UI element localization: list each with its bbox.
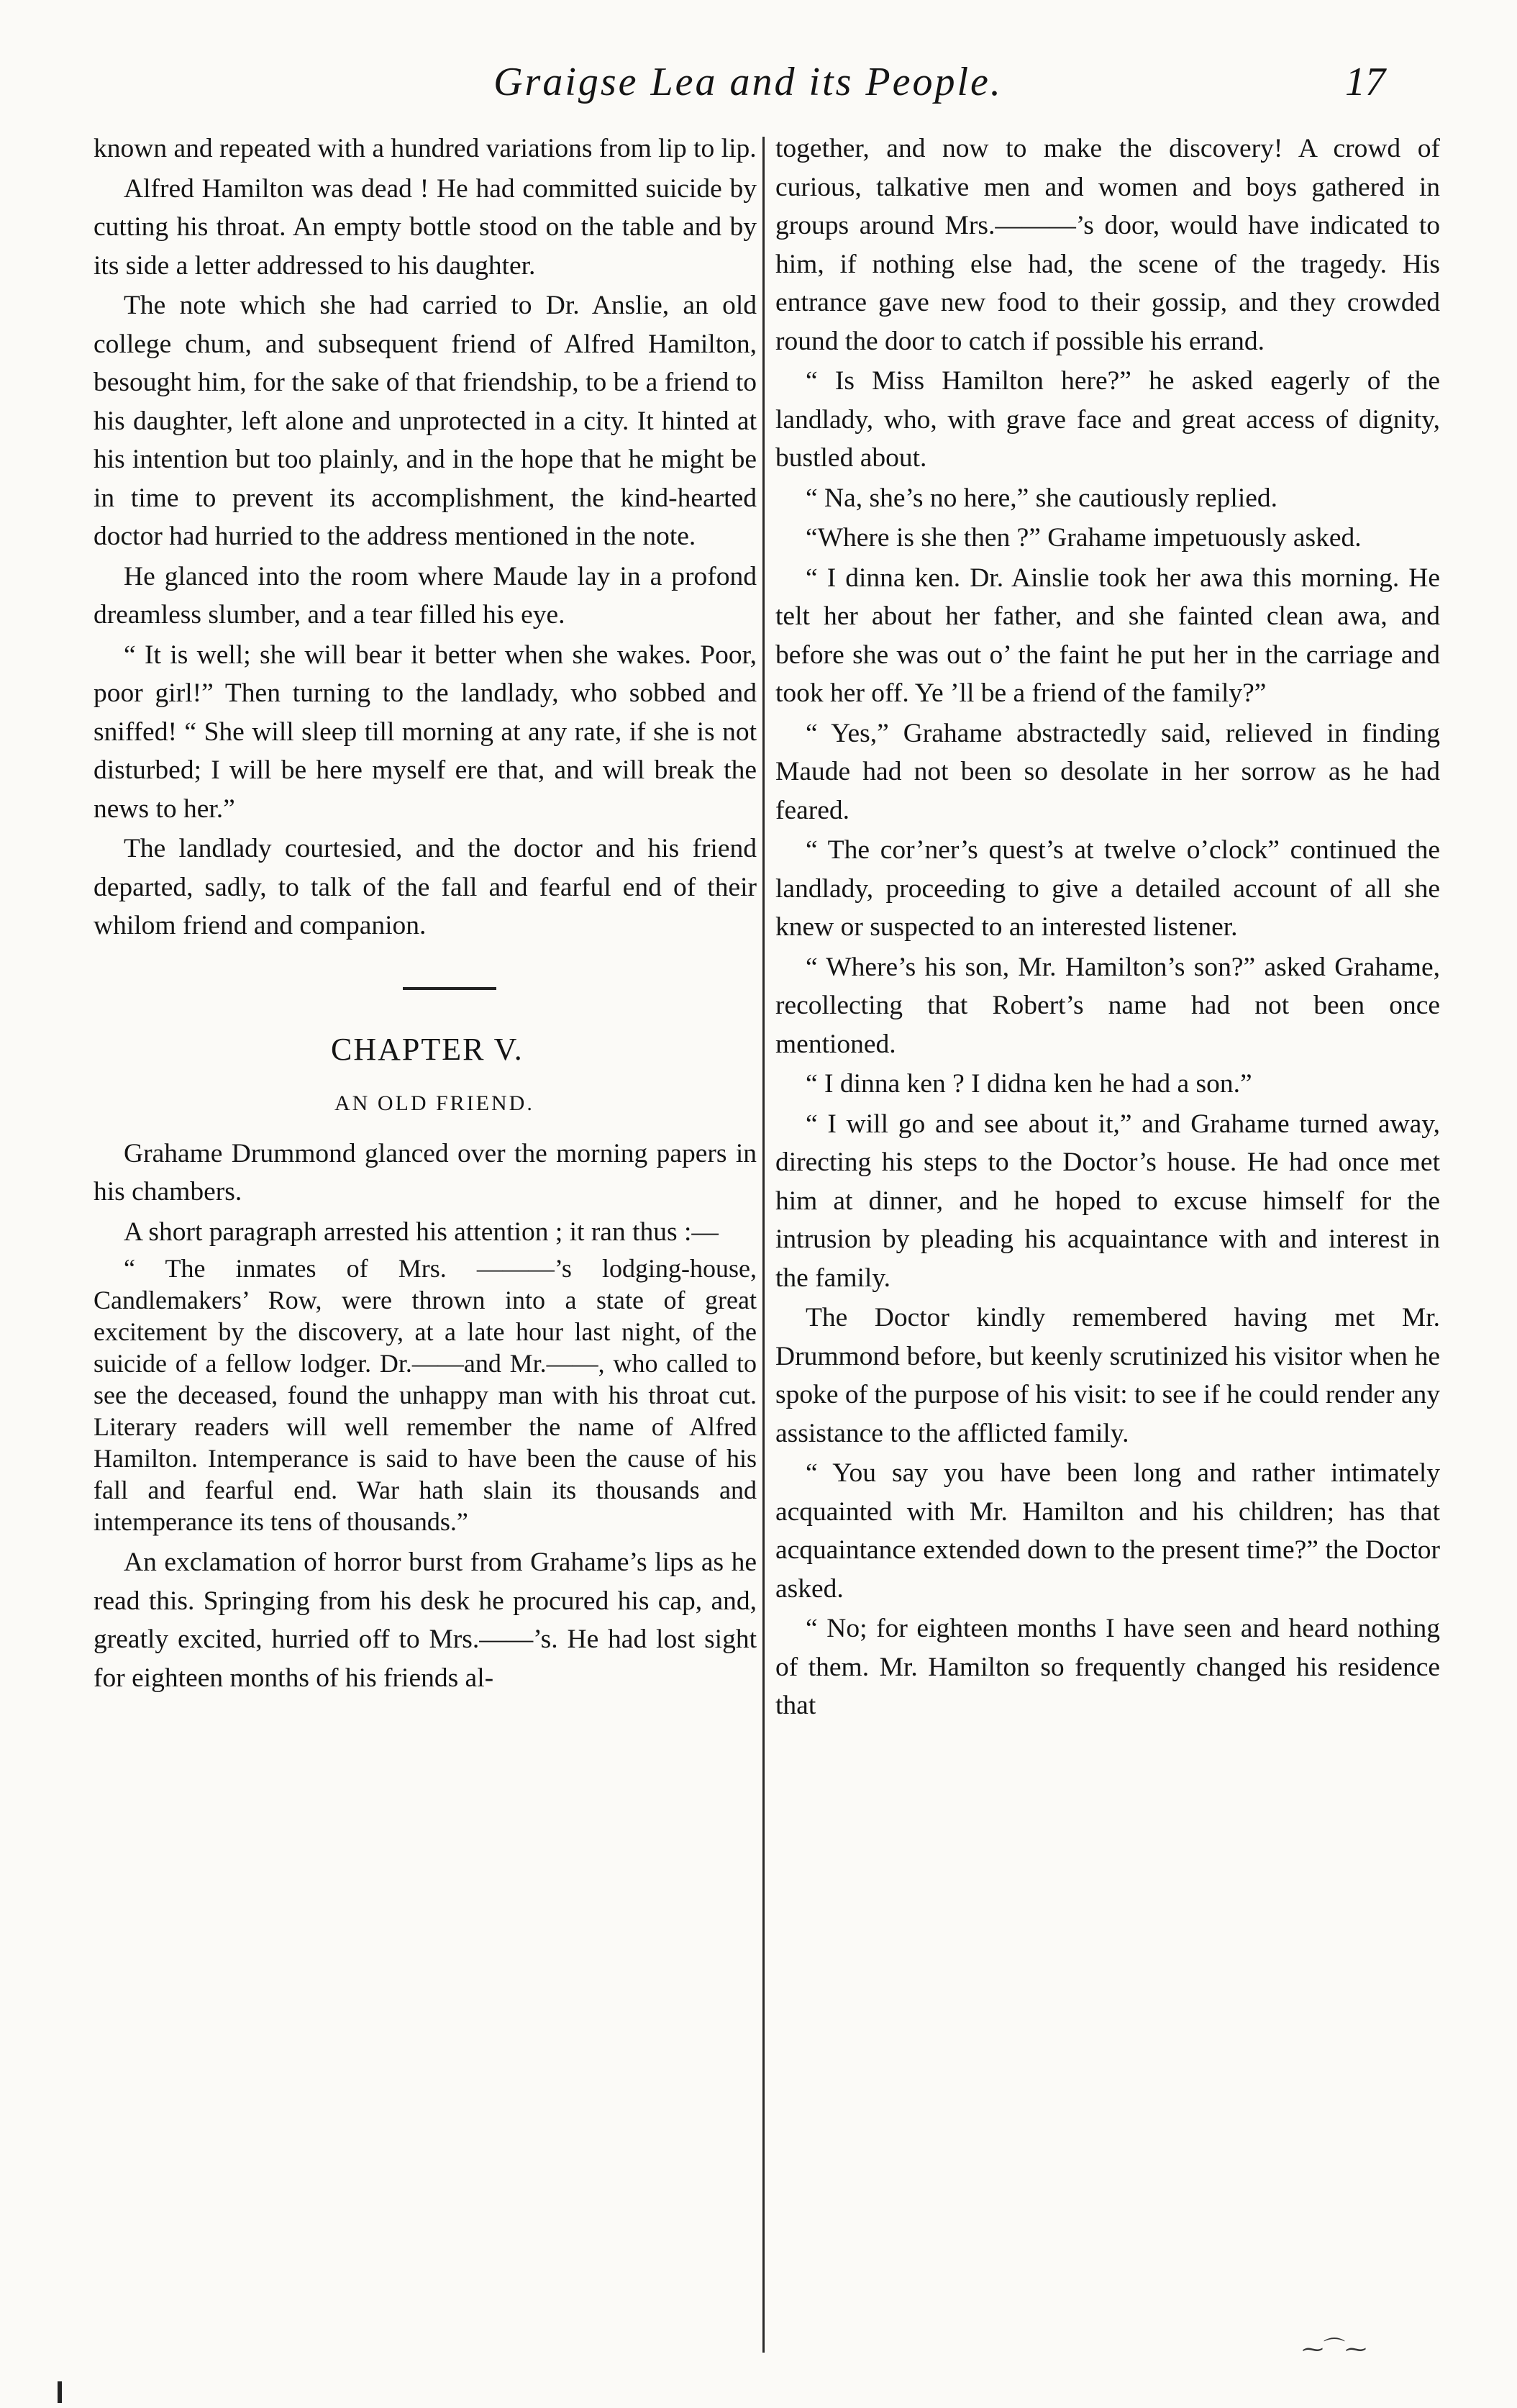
paragraph: The landlady courtesied, and the doctor and his friend departed, sadly, to talk of the fall and fearful end of their whilom friend and companion. [94,834,757,940]
running-title: Graigse Lea and its People. [493,60,1003,104]
paragraph: “ You say you have been long and rather intimately acquainted with Mr. Hamilton and his children; has that acquaintance extended down to the present time?” the Doctor asked. [775,1458,1440,1604]
paragraph: together, and now to make the discovery! A crowd of curious, talkative men and women and boys gathered in groups around Mrs.———’s door, would have indicated to him, if nothing else had, the scene of the tragedy. His entrance gave new food to their gossip, and they crowded round the door to catch if possible his errand. [775,134,1440,356]
paragraph: “ Is Miss Hamilton here?” he asked eagerly of the landlady, who, with grave face and great access of dignity, bustled about. [775,366,1440,473]
section-separator [403,987,496,990]
paragraph: He glanced into the room where Maude lay in a profond dreamless slumber, and a tear filled his eye. [94,561,757,630]
paragraph: known and repeated with a hundred variations from lip to lip. [94,134,757,163]
ink-smudge-mark: ⁓⌒⁓ [1302,2337,1367,2361]
paragraph: “ I dinna ken. Dr. Ainslie took her awa this morning. He telt her about her father, and she fainted clean awa, and before she was out o’ the faint he put her in the carriage and took her off. Ye ’ll be a friend of the family?” [775,563,1440,708]
chapter-title: CHAPTER V. [331,1031,524,1067]
chapter-subtitle: AN OLD FRIEND. [334,1091,534,1115]
right-column [775,130,1440,1727]
page-number: 17 [1345,60,1385,104]
paragraph: The note which she had carried to Dr. Anslie, an old college chum, and subsequent friend of Alfred Hamilton, besought him, for the sake of that friendship, to be a friend to his daughter, left alone and unprotected in a city. It hinted at his intention but too plainly, and in the hope that he might be in time to prevent its accomplishment, the kind-hearted doctor had hurried to the address mentioned in the note. [94,291,757,551]
paragraph: “ Na, she’s no here,” she cautiously replied. [806,483,1278,513]
paragraph: “ The cor’ner’s quest’s at twelve o’clock” continued the landlady, proceeding to give a detailed account of all she knew or suspected to an interested listener. [775,835,1440,942]
paragraph: Grahame Drummond glanced over the morning papers in his chambers. [94,1138,757,1207]
left-column [94,130,757,1699]
paragraph: “ Yes,” Grahame abstractedly said, relieved in finding Maude had not been so desolate in her sorrow as he had feared. [775,718,1440,825]
paragraph: “ No; for eighteen months I have seen and heard nothing of them. Mr. Hamilton so frequently changed his residence that [775,1614,1440,1720]
paragraph: A short paragraph arrested his attention ; it ran thus :— [124,1217,719,1247]
paragraph: “ I dinna ken ? I didna ken he had a son.” [806,1069,1252,1099]
paragraph: Alfred Hamilton was dead ! He had committed suicide by cutting his throat. An empty bottle stood on the table and by its side a letter addressed to his daughter. [94,173,757,281]
paragraph: An exclamation of horror burst from Grahame’s lips as he read this. Springing from his desk he procured his cap, and, greatly excited, hurried off to Mrs.——’s. He had lost sight for eighteen months of his friends al- [94,1548,757,1693]
paragraph: “Where is she then ?” Grahame impetuously asked. [806,523,1362,553]
paragraph: The Doctor kindly remembered having met Mr. Drummond before, but keenly scrutinized his visitor when he spoke of the purpose of his visit: to see if he could render any assistance to the afflicted family. [775,1303,1440,1448]
paragraph: “ I will go and see about it,” and Grahame turned away, directing his steps to the Doctor’s house. He had once met him at dinner, and he hoped to excuse himself for the intrusion by pleading his acquaintance with and interest in the family. [775,1109,1440,1293]
newspaper-quote: “ The inmates of Mrs. ———’s lodging-house, Candlemakers’ Row, were thrown into a state of great excitement by the discovery, at a late hour last night, of the suicide of a fellow lodger. Dr.——and Mr.——, who called to see the deceased, found the unhappy man with his throat cut. Literary readers will well remember the name of Alfred Hamilton. Intemperance is said to have been the cause of his fall and fearful end. War hath slain its thousands and intemperance its tens of thousands.” [94,1254,757,1536]
page-header [0,59,1517,124]
margin-mark [58,2381,62,2403]
column-divider [762,137,765,2353]
paragraph: “ It is well; she will bear it better when she wakes. Poor, poor girl!” Then turning to the landlady, who sobbed and sniffed! “ She will sleep till morning at any rate, if she is not disturbed; I will be here myself ere that, and will break the news to her.” [94,640,757,824]
paragraph: “ Where’s his son, Mr. Hamilton’s son?” asked Grahame, recollecting that Robert’s name had not been once mentioned. [775,952,1440,1059]
